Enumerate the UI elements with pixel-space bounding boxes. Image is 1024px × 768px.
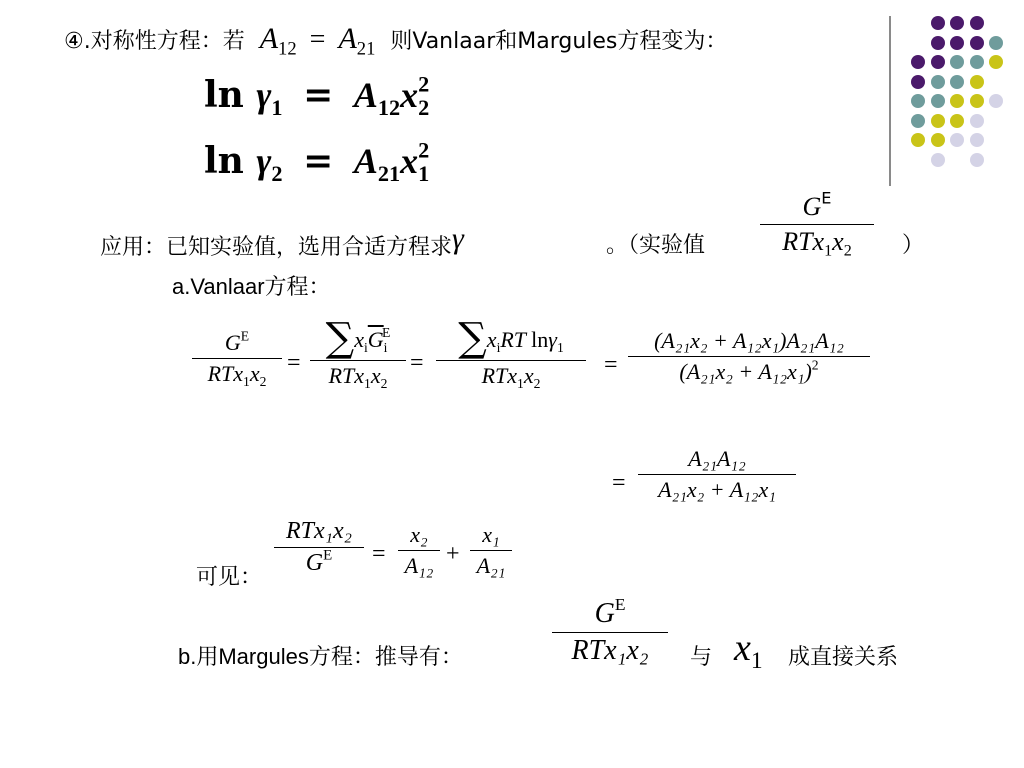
decorative-dot xyxy=(950,36,964,50)
equals-sign: = xyxy=(612,470,626,496)
decorative-dot xyxy=(970,114,984,128)
equation-ln-gamma2: $\ln \gamma_2 = A_{21}x_1^2$ xyxy=(204,137,430,186)
decorative-dot xyxy=(931,153,945,167)
decorative-dot xyxy=(970,75,984,89)
decorative-dot xyxy=(931,16,945,30)
observe-lhs: RTx₁x₂ $G^E$ xyxy=(274,518,364,577)
decorative-dot xyxy=(970,16,984,30)
decorative-dot xyxy=(989,94,1003,108)
heading-suffix: 则Vanlaar和Margules方程变为： xyxy=(390,29,728,54)
vanlaar-lhs: $G^E$ $RTx_1x_2$ xyxy=(192,330,282,387)
decorative-divider xyxy=(889,16,891,186)
gamma-symbol: γ xyxy=(452,222,464,255)
decorative-dot xyxy=(911,55,925,69)
decorative-dot xyxy=(950,114,964,128)
vanlaar-term4: (A₂₁x₂ + A₁₂x₁)A₂₁A₁₂ $(A_{21}x_2 + A_{12}x_1)^2$ xyxy=(628,328,870,385)
decorative-dot xyxy=(970,153,984,167)
decorative-dot xyxy=(989,55,1003,69)
observe-label: 可见： xyxy=(196,565,263,590)
decorative-dot xyxy=(950,55,964,69)
vanlaar-term3: $\sum x_iRT$ lnγ$_1$ $RTx_1x_2$ xyxy=(436,318,586,389)
application-close: ） xyxy=(902,233,925,258)
margules-fraction: $G^E$ RTx₁x₂ xyxy=(552,598,668,667)
observe-fraction-1: x₂ A₁₂ xyxy=(398,522,440,579)
application-text: 应用：已知实验值，选用合适方程求γ xyxy=(100,222,464,260)
decorative-dot xyxy=(911,75,925,89)
decorative-dot xyxy=(911,114,925,128)
decorative-dot xyxy=(970,133,984,147)
vanlaar-term5: A₂₁A₁₂ A₂₁x₂ + A₁₂x₁ xyxy=(638,446,796,503)
decorative-dot xyxy=(931,75,945,89)
decorative-dot xyxy=(989,36,1003,50)
margules-x1: $x_1$ xyxy=(734,627,763,675)
decorative-dot xyxy=(970,55,984,69)
vanlaar-term2: $\sum x_i\overline{G}_i^E$ $RTx_1x_2$ xyxy=(310,318,406,389)
equals-sign: = xyxy=(309,24,326,55)
decorative-dot xyxy=(950,75,964,89)
decorative-dot xyxy=(950,133,964,147)
condition-rhs: $A_{21}$ xyxy=(338,22,376,60)
equation-ln-gamma1: $\ln \gamma_1 = A_{12}x_2^2$ xyxy=(204,71,430,120)
heading xyxy=(64,22,728,60)
decorative-dot xyxy=(970,36,984,50)
decorative-dot xyxy=(970,94,984,108)
decorative-dot xyxy=(911,94,925,108)
vanlaar-label: a.Vanlaar方程： xyxy=(172,274,331,299)
equals-sign: = xyxy=(410,350,424,376)
decorative-dot xyxy=(931,94,945,108)
margules-with: 与 xyxy=(690,645,713,670)
margules-label: b.用Margules方程：推导有： xyxy=(178,644,463,669)
decorative-dot xyxy=(911,133,925,147)
decorative-dot xyxy=(950,16,964,30)
decorative-dot xyxy=(931,36,945,50)
equals-sign: = xyxy=(604,352,618,378)
observe-fraction-2: x₁ A₂₁ xyxy=(470,522,512,579)
decorative-dot xyxy=(931,133,945,147)
application-mid: 。（实验值 xyxy=(606,233,706,258)
plus-sign: + xyxy=(446,541,460,567)
equals-sign: = xyxy=(372,541,386,567)
margules-tail: 成直接关系 xyxy=(788,645,899,670)
decorative-dot xyxy=(950,94,964,108)
experimental-value-fraction: $G^E$ $RTx_1x_2$ xyxy=(760,192,874,257)
decorative-dot xyxy=(931,55,945,69)
equals-sign: = xyxy=(287,350,301,376)
decorative-dot xyxy=(931,114,945,128)
heading-prefix: ④.对称性方程：若 xyxy=(64,29,245,54)
condition-lhs: $A_{12}$ xyxy=(259,22,297,60)
